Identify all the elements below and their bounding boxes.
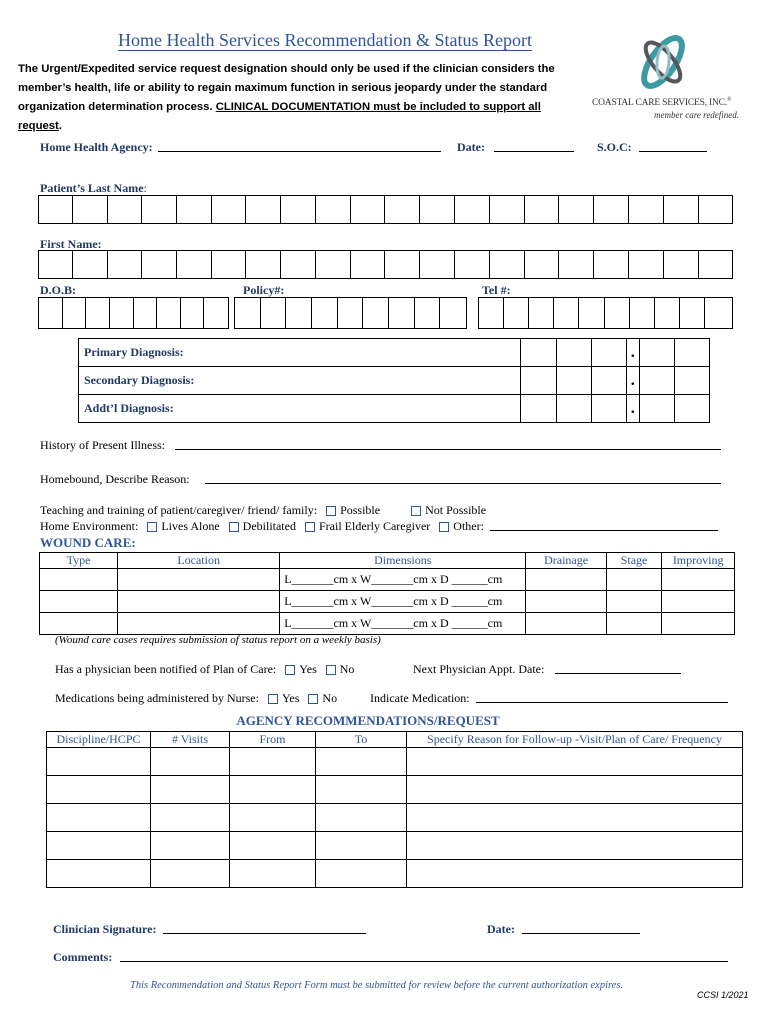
diagnosis-box[interactable] bbox=[639, 339, 674, 367]
agency-table bbox=[46, 731, 743, 888]
indicate-medication-label: Indicate Medication: bbox=[370, 691, 470, 705]
diagnosis-box[interactable] bbox=[521, 367, 556, 395]
agency-row bbox=[47, 748, 743, 776]
wound-drainage-cell[interactable] bbox=[526, 591, 606, 613]
meds-yes-checkbox[interactable] bbox=[268, 694, 278, 704]
wound-improving-cell[interactable] bbox=[662, 569, 735, 591]
agency-col-to: To bbox=[316, 732, 407, 748]
agency-cell[interactable] bbox=[47, 748, 151, 776]
agency-cell[interactable] bbox=[407, 832, 743, 860]
agency-cell[interactable] bbox=[230, 776, 316, 804]
first-name-boxes[interactable] bbox=[38, 250, 733, 279]
homebound-field[interactable] bbox=[205, 471, 721, 484]
wound-improving-cell[interactable] bbox=[662, 613, 735, 635]
diagnosis-box[interactable] bbox=[674, 367, 709, 395]
agency-cell[interactable] bbox=[47, 776, 151, 804]
meds-no-checkbox[interactable] bbox=[308, 694, 318, 704]
other-checkbox[interactable] bbox=[439, 522, 449, 532]
agency-cell[interactable] bbox=[230, 860, 316, 888]
date-field[interactable] bbox=[494, 139, 574, 152]
wound-location-cell[interactable] bbox=[118, 613, 280, 635]
agency-cell[interactable] bbox=[151, 832, 230, 860]
wound-col-stage: Stage bbox=[606, 553, 662, 569]
wound-dimension-cell[interactable]: L_______cm x W_______cm x D ______cm bbox=[280, 591, 526, 613]
clinician-signature-field[interactable] bbox=[163, 921, 366, 934]
wound-dimension-cell[interactable]: L_______cm x W_______cm x D ______cm bbox=[280, 613, 526, 635]
soc-label: S.O.C: bbox=[597, 140, 632, 154]
first-name-label: First Name: bbox=[40, 237, 102, 251]
notice-line-1: The Urgent/Expedited service request designation should only be used if the clinician considers the bbox=[18, 63, 555, 75]
page-title: Home Health Services Recommendation & Status Report bbox=[118, 30, 532, 50]
agency-cell[interactable] bbox=[316, 860, 407, 888]
diagnosis-box[interactable] bbox=[591, 339, 626, 367]
physician-no-checkbox[interactable] bbox=[326, 665, 336, 675]
wound-care-note: (Wound care cases requires submission of status report on a weekly basis) bbox=[55, 634, 381, 646]
debilitated-label: Debilitated bbox=[242, 519, 296, 533]
signature-date-label: Date: bbox=[487, 922, 515, 936]
agency-cell[interactable] bbox=[230, 804, 316, 832]
wound-row bbox=[40, 591, 735, 613]
meds-label: Medications being administered by Nurse: bbox=[55, 691, 259, 705]
meds-row bbox=[55, 691, 337, 706]
meds-no-label: No bbox=[322, 691, 338, 705]
decimal-dot: . bbox=[626, 339, 639, 367]
wound-care-table bbox=[39, 552, 735, 635]
diagnosis-box[interactable] bbox=[591, 395, 626, 423]
physician-no-label: No bbox=[339, 662, 355, 676]
history-field[interactable] bbox=[175, 437, 721, 450]
signature-date-field[interactable] bbox=[522, 921, 640, 934]
agency-cell[interactable] bbox=[407, 748, 743, 776]
agency-row bbox=[47, 832, 743, 860]
diagnosis-box[interactable] bbox=[674, 339, 709, 367]
agency-cell[interactable] bbox=[407, 804, 743, 832]
agency-cell[interactable] bbox=[151, 860, 230, 888]
addtl-diagnosis-cell: Addt’l Diagnosis: bbox=[79, 395, 521, 423]
wound-col-location: Location bbox=[118, 553, 280, 569]
possible-checkbox[interactable] bbox=[326, 506, 336, 516]
wound-improving-cell[interactable] bbox=[662, 591, 735, 613]
homebound-label: Homebound, Describe Reason: bbox=[40, 472, 190, 486]
wound-col-dimensions: Dimensions bbox=[280, 553, 526, 569]
agency-cell[interactable] bbox=[316, 832, 407, 860]
date-label: Date: bbox=[457, 140, 485, 154]
teaching-row bbox=[40, 503, 486, 518]
not-possible-checkbox[interactable] bbox=[411, 506, 421, 516]
wound-col-improving: Improving bbox=[662, 553, 735, 569]
other-label: Other: bbox=[453, 519, 484, 533]
agency-cell[interactable] bbox=[47, 804, 151, 832]
diagnosis-box[interactable] bbox=[639, 367, 674, 395]
physician-yes-label: Yes bbox=[299, 662, 317, 676]
agency-row bbox=[47, 860, 743, 888]
tel-label: Tel #: bbox=[482, 283, 511, 297]
debilitated-checkbox[interactable] bbox=[229, 522, 239, 532]
patient-last-name-label: Patient’s Last Name: bbox=[40, 181, 147, 195]
agency-cell[interactable] bbox=[151, 776, 230, 804]
policy-label: Policy#: bbox=[243, 283, 285, 297]
agency-cell[interactable] bbox=[316, 804, 407, 832]
urgent-notice bbox=[18, 60, 578, 136]
environment-label: Home Environment: bbox=[40, 519, 139, 533]
teaching-label: Teaching and training of patient/caregiver/ friend/ family: bbox=[40, 503, 318, 517]
diagnosis-box[interactable] bbox=[521, 339, 556, 367]
wound-type-cell[interactable] bbox=[40, 591, 118, 613]
diagnosis-box[interactable] bbox=[556, 395, 591, 423]
diagnosis-box[interactable] bbox=[639, 395, 674, 423]
diagnosis-box[interactable] bbox=[556, 367, 591, 395]
dob-label: D.O.B: bbox=[40, 283, 76, 297]
agency-cell[interactable] bbox=[407, 776, 743, 804]
wound-stage-cell[interactable] bbox=[606, 591, 662, 613]
notice-line-3: organization determination process. CLINICAL DOCUMENTATION must be included to support all request. bbox=[18, 101, 541, 132]
agency-cell[interactable] bbox=[316, 776, 407, 804]
wound-row bbox=[40, 569, 735, 591]
agency-cell[interactable] bbox=[230, 748, 316, 776]
wound-care-heading: WOUND CARE: bbox=[40, 535, 136, 550]
comments-label: Comments: bbox=[53, 950, 113, 964]
wound-type-cell[interactable] bbox=[40, 613, 118, 635]
lives-alone-checkbox[interactable] bbox=[147, 522, 157, 532]
agency-row bbox=[47, 804, 743, 832]
wound-drainage-cell[interactable] bbox=[526, 569, 606, 591]
agency-cell[interactable] bbox=[316, 748, 407, 776]
logo-mark-icon bbox=[618, 32, 708, 94]
policy-boxes[interactable] bbox=[234, 297, 467, 329]
wound-stage-cell[interactable] bbox=[606, 569, 662, 591]
possible-label: Possible bbox=[340, 503, 381, 517]
diagnosis-box[interactable] bbox=[521, 395, 556, 423]
company-logo bbox=[590, 32, 760, 122]
other-field[interactable] bbox=[490, 518, 718, 531]
primary-diagnosis-cell: Primary Diagnosis: bbox=[79, 339, 521, 367]
agency-cell[interactable] bbox=[407, 860, 743, 888]
agency-col-reason: Specify Reason for Follow-up -Visit/Plan of Care/ Frequency bbox=[407, 732, 743, 748]
agency-col-from: From bbox=[230, 732, 316, 748]
not-possible-label: Not Possible bbox=[425, 503, 487, 517]
agency-cell[interactable] bbox=[47, 860, 151, 888]
agency-cell[interactable] bbox=[151, 804, 230, 832]
wound-location-cell[interactable] bbox=[118, 591, 280, 613]
meds-yes-label: Yes bbox=[281, 691, 300, 705]
physician-yes-checkbox[interactable] bbox=[285, 665, 295, 675]
physician-row bbox=[55, 662, 354, 677]
physician-label: Has a physician been notified of Plan of Care: bbox=[55, 662, 277, 676]
agency-col-visits: # Visits bbox=[151, 732, 230, 748]
agency-heading: AGENCY RECOMMENDATIONS/REQUEST bbox=[236, 713, 500, 728]
lives-alone-label: Lives Alone bbox=[161, 519, 220, 533]
logo-tagline: member care redefined. bbox=[654, 110, 740, 120]
wound-stage-cell[interactable] bbox=[606, 613, 662, 635]
next-appt-label: Next Physician Appt. Date: bbox=[413, 662, 545, 676]
logo-name: COASTAL CARE SERVICES, INC.® bbox=[592, 97, 732, 109]
soc-field[interactable] bbox=[639, 139, 707, 152]
wound-location-cell[interactable] bbox=[118, 569, 280, 591]
diagnosis-box[interactable] bbox=[674, 395, 709, 423]
agency-col-discipline: Discipline/HCPC bbox=[47, 732, 151, 748]
wound-col-drainage: Drainage bbox=[526, 553, 606, 569]
wound-dimension-cell[interactable]: L_______cm x W_______cm x D ______cm bbox=[280, 569, 526, 591]
wound-drainage-cell[interactable] bbox=[526, 613, 606, 635]
form-code: CCSI 1/2021 bbox=[697, 990, 749, 1000]
comments-field[interactable] bbox=[120, 949, 728, 962]
agency-cell[interactable] bbox=[151, 748, 230, 776]
decimal-dot: . bbox=[626, 367, 639, 395]
agency-row bbox=[47, 776, 743, 804]
decimal-dot: . bbox=[626, 395, 639, 423]
home-health-agency-field[interactable] bbox=[158, 139, 441, 152]
frail-label: Frail Elderly Caregiver bbox=[318, 519, 431, 533]
dob-boxes[interactable] bbox=[38, 297, 229, 329]
frail-checkbox[interactable] bbox=[305, 522, 315, 532]
secondary-diagnosis-cell: Secondary Diagnosis: bbox=[79, 367, 521, 395]
diagnosis-box[interactable] bbox=[591, 367, 626, 395]
agency-cell[interactable] bbox=[230, 832, 316, 860]
footer-note: This Recommendation and Status Report Form must be submitted for review before the current authorization expires. bbox=[130, 980, 624, 991]
environment-row bbox=[40, 519, 484, 534]
patient-last-name-boxes[interactable] bbox=[38, 195, 733, 224]
wound-type-cell[interactable] bbox=[40, 569, 118, 591]
history-label: History of Present Illness: bbox=[40, 438, 165, 452]
diagnosis-table bbox=[78, 338, 710, 423]
home-health-agency-label: Home Health Agency: bbox=[40, 140, 153, 154]
wound-row bbox=[40, 613, 735, 635]
diagnosis-box[interactable] bbox=[556, 339, 591, 367]
notice-line-2: member’s health, life or ability to regain maximum function in serious jeopardy under the standard bbox=[18, 82, 548, 94]
agency-cell[interactable] bbox=[47, 832, 151, 860]
tel-boxes[interactable] bbox=[478, 297, 733, 329]
wound-col-type: Type bbox=[40, 553, 118, 569]
clinician-signature-label: Clinician Signature: bbox=[53, 922, 157, 936]
next-appt-field[interactable] bbox=[555, 661, 681, 674]
indicate-medication-field[interactable] bbox=[476, 690, 728, 703]
